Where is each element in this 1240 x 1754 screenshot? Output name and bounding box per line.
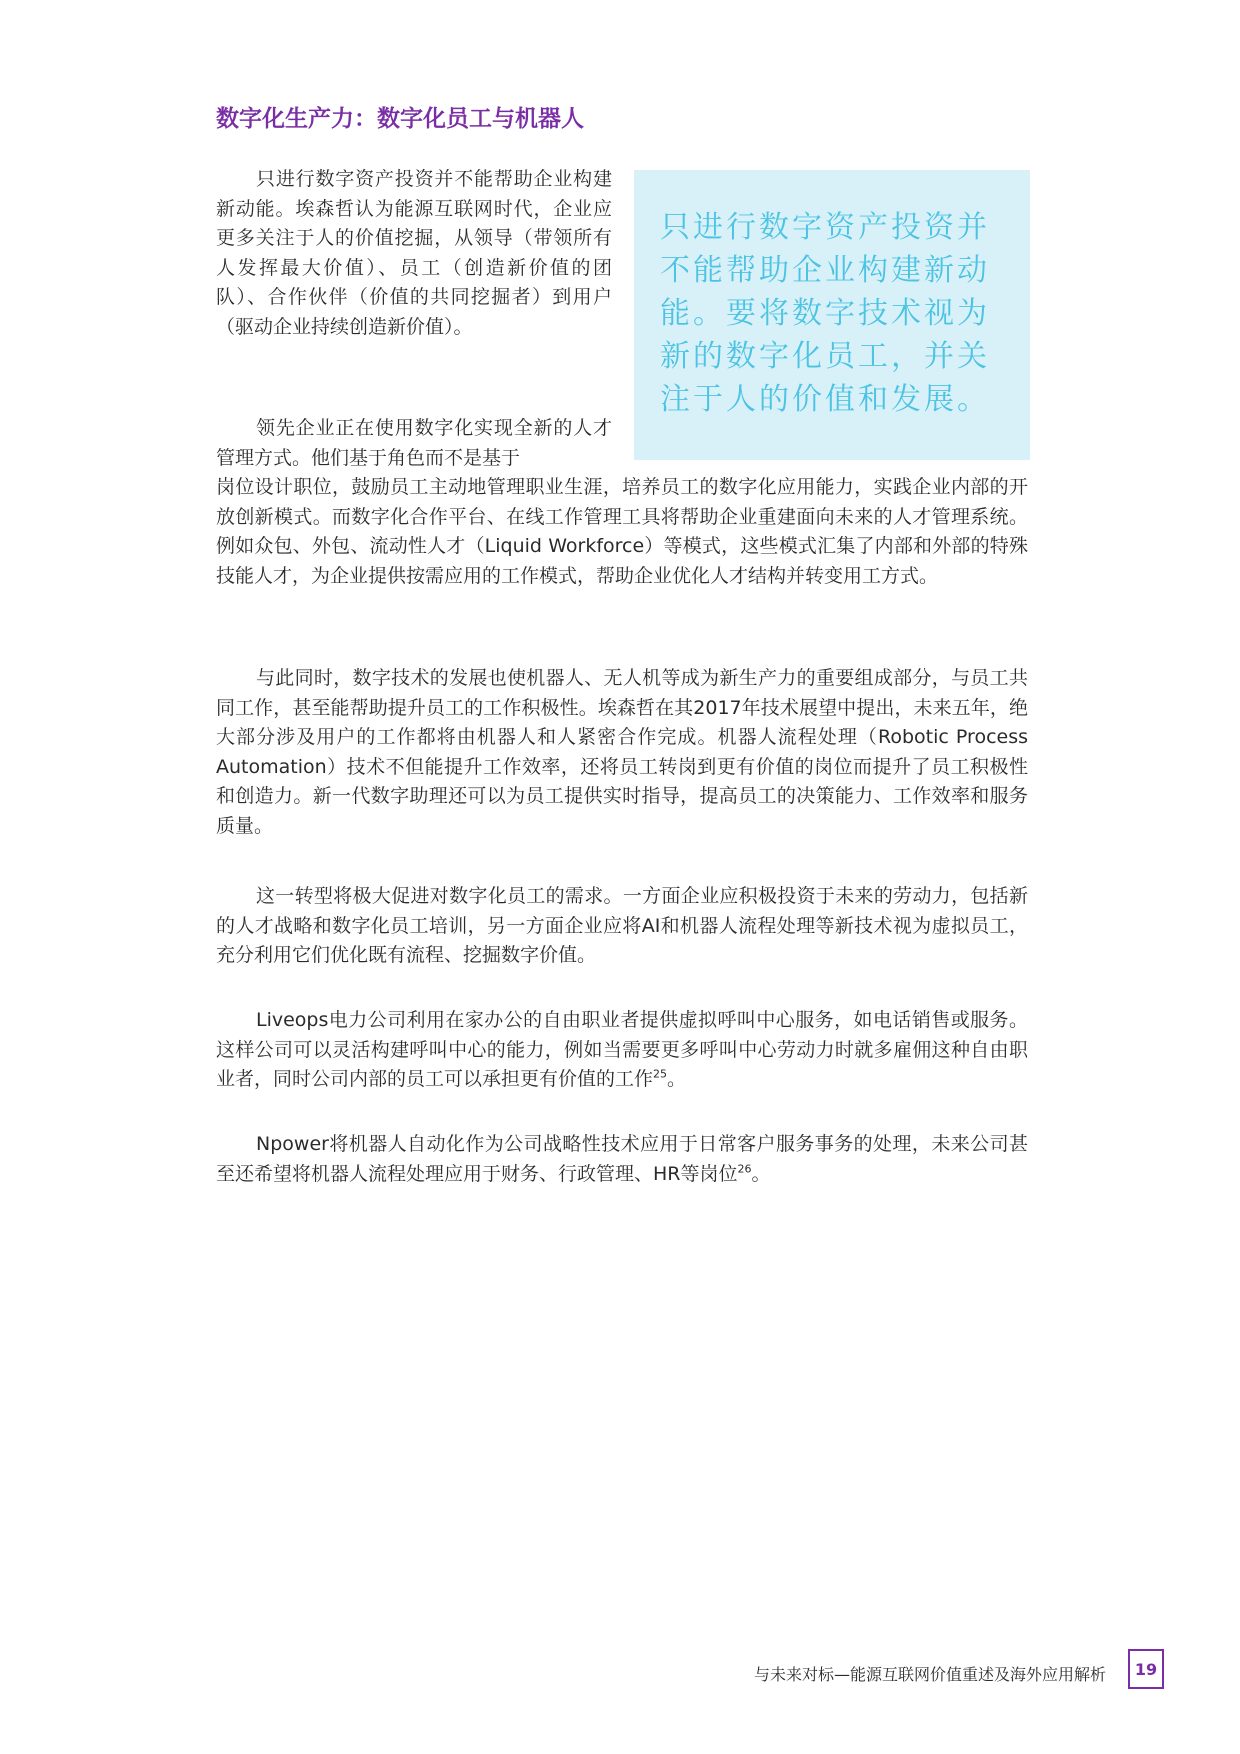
paragraph-5-end: 。 — [667, 1068, 687, 1090]
pull-quote-line: 能。要将数字技术视为 — [660, 296, 990, 331]
paragraph-6 — [216, 1130, 1028, 1189]
pull-quote-line: 新的数字化员工，并关 — [660, 339, 990, 374]
footnote-ref-26[interactable]: 26 — [737, 1162, 752, 1176]
paragraph-5-text: Liveops电力公司利用在家办公的自由职业者提供虚拟呼叫中心服务，如电话销售或服务。这样公司可以灵活构建呼叫中心的能力，例如当需要更多呼叫中心劳动力时就多雇佣这种自由职业者，同时公司内部的员工可以承担更有价值的工作 — [216, 1009, 1028, 1090]
pull-quote-line: 只进行数字资产投资并 — [660, 210, 990, 245]
pull-quote-line: 不能帮助企业构建新动 — [660, 253, 990, 288]
paragraph-4: 这一转型将极大促进对数字化员工的需求。一方面企业应积极投资于未来的劳动力，包括新的人才战略和数字化员工培训，另一方面企业应将AI和机器人流程处理等新技术视为虚拟员工，充分利用它们优化既有流程、挖掘数字价值。 — [216, 885, 1028, 966]
footer-title: 与未来对标—能源互联网价值重述及海外应用解析 — [753, 1665, 1106, 1684]
section-heading: 数字化生产力：数字化员工与机器人 — [216, 106, 584, 132]
paragraph-1: 只进行数字资产投资并不能帮助企业构建新动能。埃森哲认为能源互联网时代，企业应更多关注于人的价值挖掘，从领导（带领所有人发挥最大价值）、员工（创造新价值的团队）、合作伙伴（价值的共同挖掘者）到用户（驱动企业持续创造新价值）。 — [216, 168, 612, 338]
footnote-ref-25[interactable]: 25 — [653, 1067, 668, 1081]
paragraph-6-text: Npower将机器人自动化作为公司战略性技术应用于日常客户服务事务的处理，未来公司甚至还希望将机器人流程处理应用于财务、行政管理、HR等岗位 — [216, 1133, 1028, 1185]
paragraph-2-continued: 岗位设计职位，鼓励员工主动地管理职业生涯，培养员工的数字化应用能力，实践企业内部的开放创新模式。而数字化合作平台、在线工作管理工具将帮助企业重建面向未来的人才管理系统。例如众包、外包、流动性人才（Liquid Workforce）等模式，这些模式汇集了内部和外部的特殊技能人才，为企业提供按需应用的工作模式，帮助企业优化人才结构并转变用工方式。 — [216, 476, 1028, 587]
paragraph-6-end: 。 — [751, 1162, 771, 1185]
paragraph-2-start: 领先企业正在使用数字化实现全新的人才管理方式。他们基于角色而不是基于 — [216, 417, 612, 469]
paragraph-5 — [216, 1006, 1028, 1095]
paragraph-3: 与此同时，数字技术的发展也使机器人、无人机等成为新生产力的重要组成部分，与员工共同工作，甚至能帮助提升员工的工作积极性。埃森哲在其2017年技术展望中提出，未来五年，绝大部分涉及用户的工作都将由机器人和人紧密合作完成。机器人流程处理（Robotic Process Automation）技术不但能提升工作效率，还将员工转岗到更有价值的岗位而提升了员工积极性和创造力。新一代数字助理还可以为员工提供实时指导，提高员工的决策能力、工作效率和服务质量。 — [216, 667, 1028, 837]
pull-quote-box — [634, 170, 1030, 460]
pull-quote-line: 注于人的价值和发展。 — [660, 382, 990, 417]
page-number: 19 — [1128, 1649, 1164, 1689]
